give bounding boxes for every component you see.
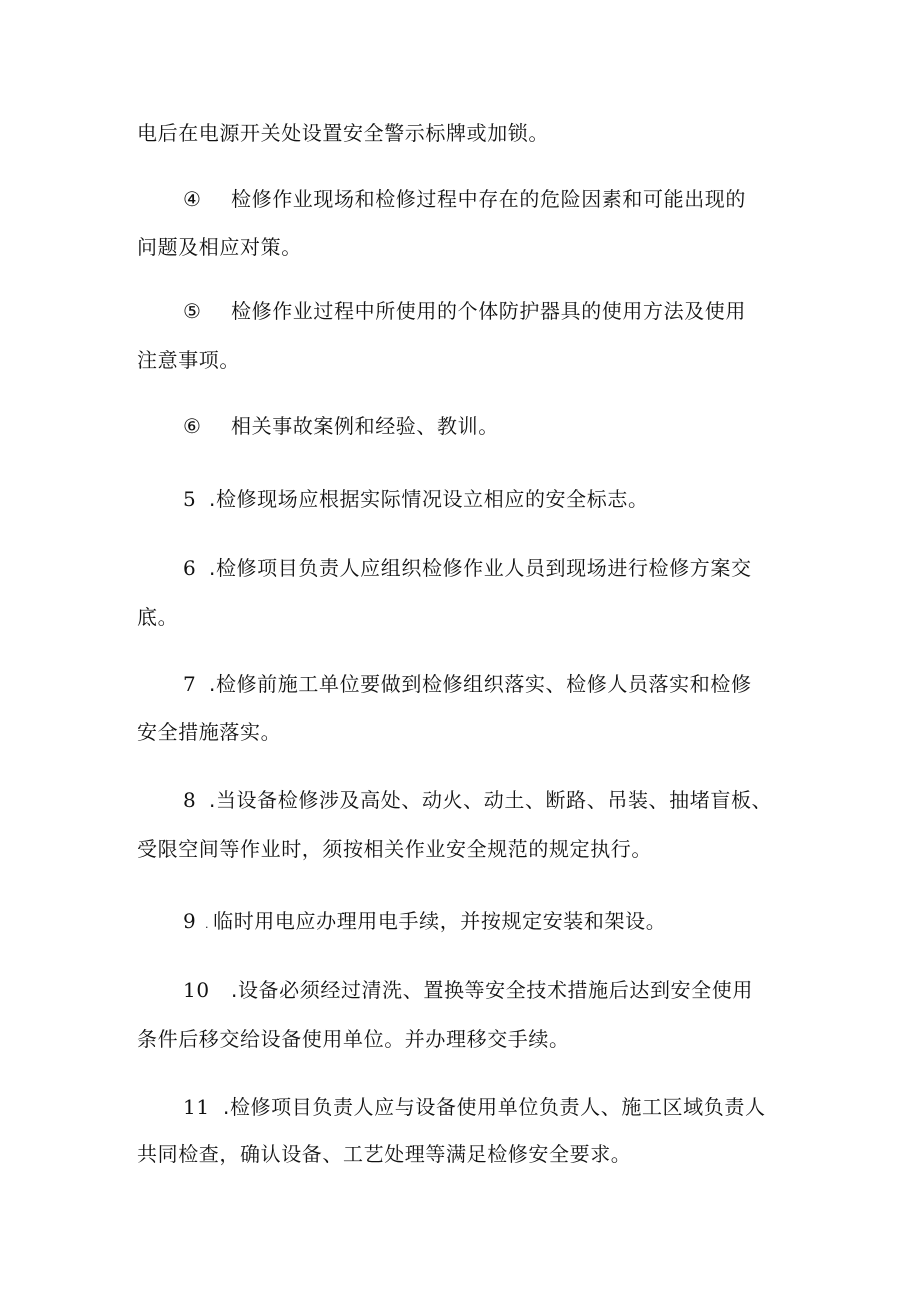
paragraph-6-line2 (137, 604, 178, 630)
paragraph-number: 5 (183, 487, 197, 511)
text-line: .检修项目负责人应与设备使用单位负责人、施工区域负责人 (223, 1095, 766, 1119)
list-marker-5: ⑤ (183, 299, 202, 323)
paragraph-8-line1 (183, 787, 772, 813)
paragraph-number: 6 (183, 556, 197, 580)
text-line: .当设备检修涉及高处、动火、动土、断路、吊装、抽堵盲板、 (209, 788, 773, 812)
list-item-6-line1 (183, 413, 499, 439)
text-line: 底。 (137, 605, 179, 629)
text-line: 受限空间等作业时，须按相关作业安全规范的规定执行。 (137, 837, 652, 861)
text-line: 注意事项。 (137, 348, 240, 372)
text-line: 检修作业过程中所使用的个体防护器具的使用方法及使用 (231, 299, 746, 323)
paragraph-5 (183, 486, 649, 512)
text-line: .检修现场应根据实际情况设立相应的安全标志。 (209, 487, 649, 511)
paragraph-9 (183, 908, 666, 938)
text-line: 条件后移交给设备使用单位。并办理移交手续。 (137, 1027, 570, 1051)
text-line: 电后在电源开关处设置安全警示标牌或加锁。 (137, 121, 549, 145)
paragraph-6-line1 (183, 555, 752, 581)
list-marker-4: ④ (183, 187, 202, 211)
paragraph-7-line2 (137, 719, 281, 745)
text-line: .设备必须经过清洗、置换等安全技术措施后达到安全使用 (231, 978, 753, 1002)
paragraph-number: 10 (183, 978, 210, 1002)
paragraph-8-line2 (137, 836, 652, 862)
paragraph-number: 7 (183, 672, 197, 696)
paragraph-number: 11 (183, 1095, 210, 1119)
paragraph-10-line2 (137, 1026, 570, 1052)
text-line: .检修前施工单位要做到检修组织落实、检修人员落实和检修 (209, 672, 752, 696)
list-marker-6: ⑥ (183, 414, 202, 438)
paragraph-continuation-line (137, 120, 549, 146)
text-line: .检修项目负责人应组织检修作业人员到现场进行检修方案交 (209, 556, 752, 580)
list-item-5-line1 (183, 298, 746, 324)
text-line: 临时用电应办理用电手续，并按规定安装和架设。 (213, 909, 667, 933)
paragraph-11-line1 (183, 1094, 766, 1120)
text-line: 安全措施落实。 (137, 720, 282, 744)
text-line: 相关事故案例和经验、教训。 (231, 414, 499, 438)
paragraph-dot: . (205, 918, 210, 931)
list-item-4-line1 (183, 186, 746, 212)
paragraph-7-line1 (183, 671, 752, 697)
paragraph-10-line1 (183, 977, 753, 1003)
list-item-5-line2 (137, 347, 240, 373)
paragraph-number: 9 (183, 909, 197, 933)
list-item-4-line2 (137, 234, 302, 260)
text-line: 问题及相应对策。 (137, 235, 302, 259)
text-line: 检修作业现场和检修过程中存在的危险因素和可能出现的 (231, 187, 746, 211)
paragraph-11-line2 (137, 1141, 631, 1167)
text-line: 共同检查，确认设备、工艺处理等满足检修安全要求。 (137, 1142, 632, 1166)
paragraph-number: 8 (183, 788, 197, 812)
